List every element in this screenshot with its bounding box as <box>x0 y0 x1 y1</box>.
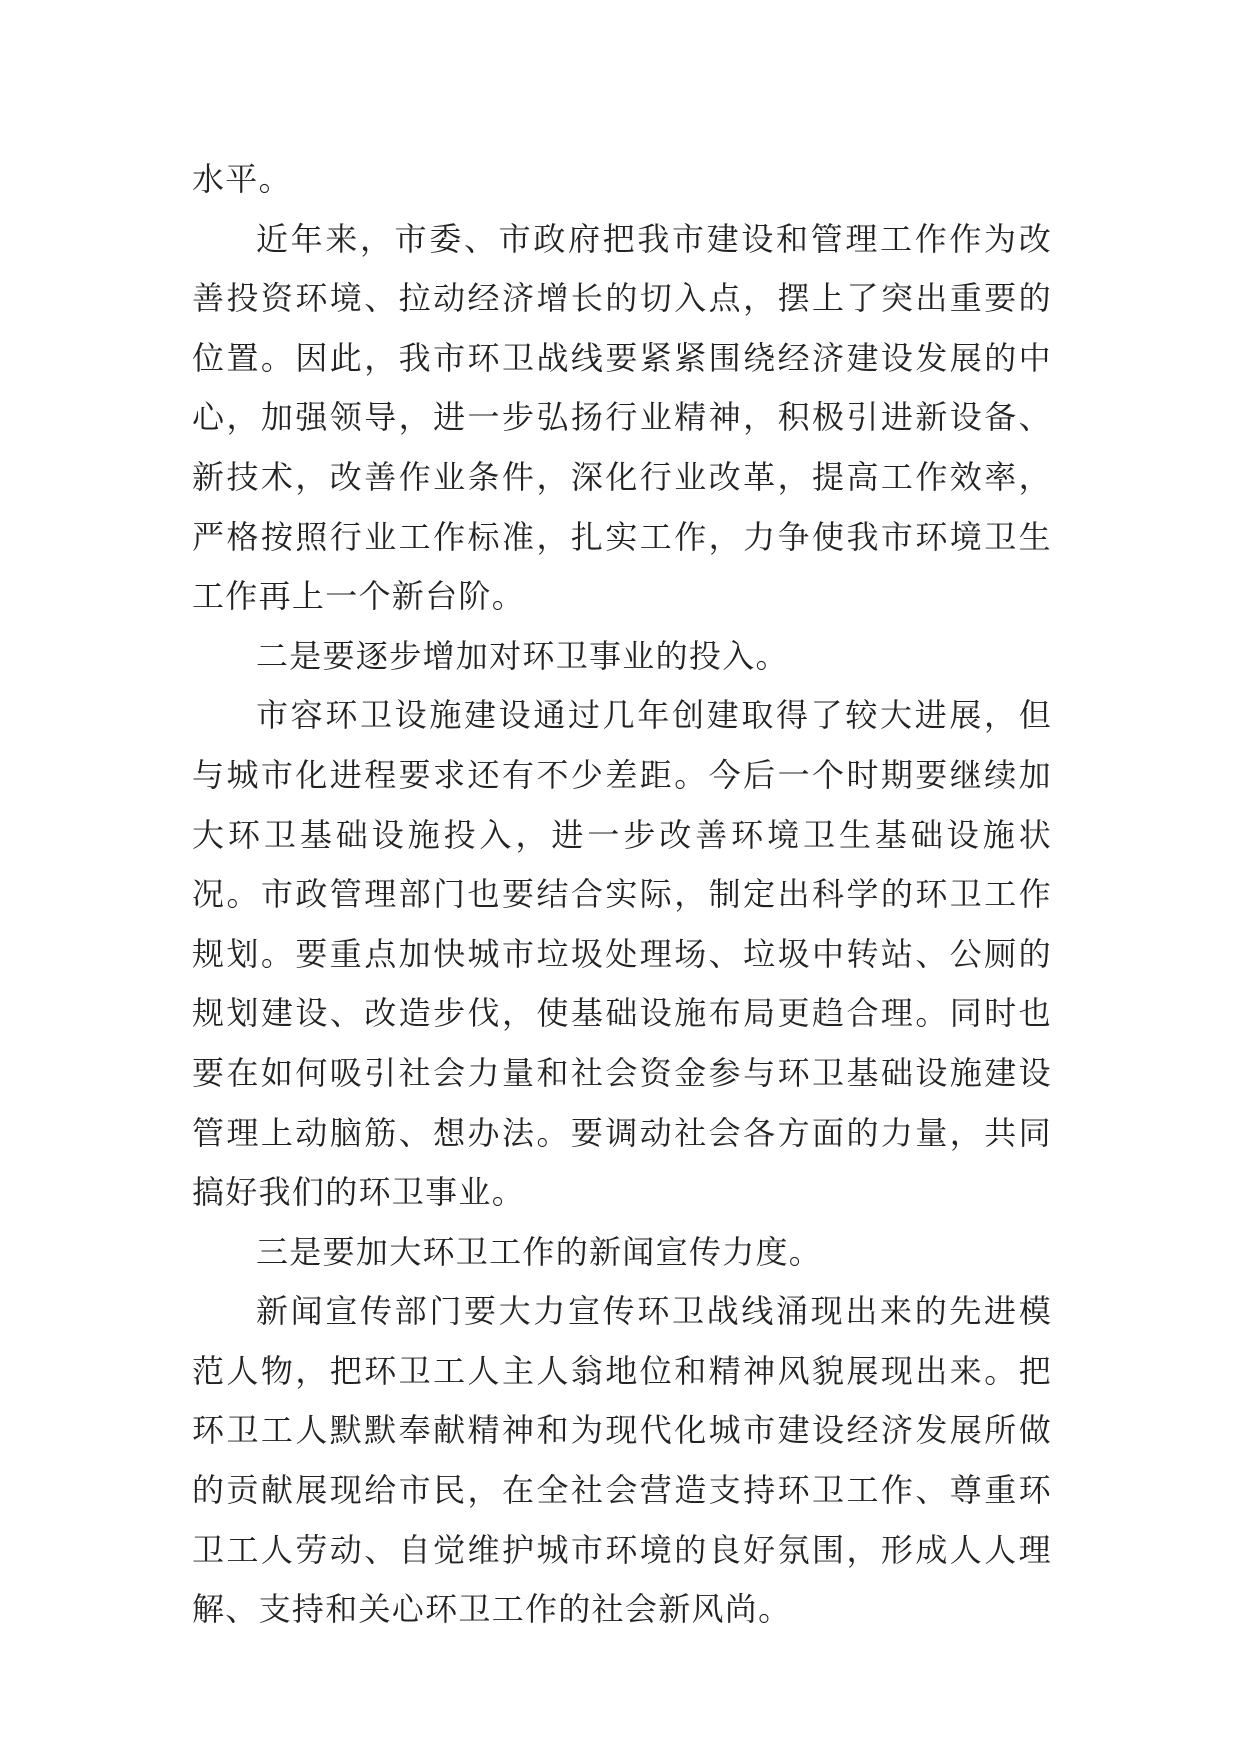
paragraph-heading-investment: 二是要逐步增加对环卫事业的投入。 <box>256 636 789 675</box>
paragraph-investment: 市容环卫设施建设通过几年创建取得了较大进展，但与城市化进程要求还有不少差距。今后一个时期要继续加大环卫基础设施投入，进一步改善环境卫生基础设施状况。市政管理部门也要结合实际，制定出科学的环卫工作规划。要重点加快城市垃圾处理场、垃圾中转站、公厕的规划建设、改造步伐，使基础设施布局更趋合理。同时也要在如何吸引社会力量和社会资金参与环卫基础设施建设管理上动脑筋、想办法。要调动社会各方面的力量，共同搞好我们的环卫事业。 <box>192 696 1052 1212</box>
paragraph-publicity: 新闻宣传部门要大力宣传环卫战线涌现出来的先进模范人物，把环卫工人主人翁地位和精神风貌展现出来。把环卫工人默默奉献精神和为现代化城市建设经济发展所做的贡献展现给市民，在全社会营造支持环卫工作、尊重环卫工人劳动、自觉维护城市环境的良好氛围，形成人人理解、支持和关心环卫工作的社会新风尚。 <box>192 1292 1052 1629</box>
paragraph-overview: 近年来，市委、市政府把我市建设和管理工作作为改善投资环境、拉动经济增长的切入点，摆上了突出重要的位置。因此，我市环卫战线要紧紧围绕经济建设发展的中心，加强领导，进一步弘扬行业精神，积极引进新设备、新技术，改善作业条件，深化行业改革，提高工作效率，严格按照行业工作标准，扎实工作，力争使我市环境卫生工作再上一个新台阶。 <box>192 219 1052 616</box>
paragraph-continuation: 水平。 <box>192 160 292 198</box>
paragraph-heading-publicity: 三是要加大环卫工作的新闻宣传力度。 <box>256 1232 823 1271</box>
document-body <box>192 150 1052 1640</box>
